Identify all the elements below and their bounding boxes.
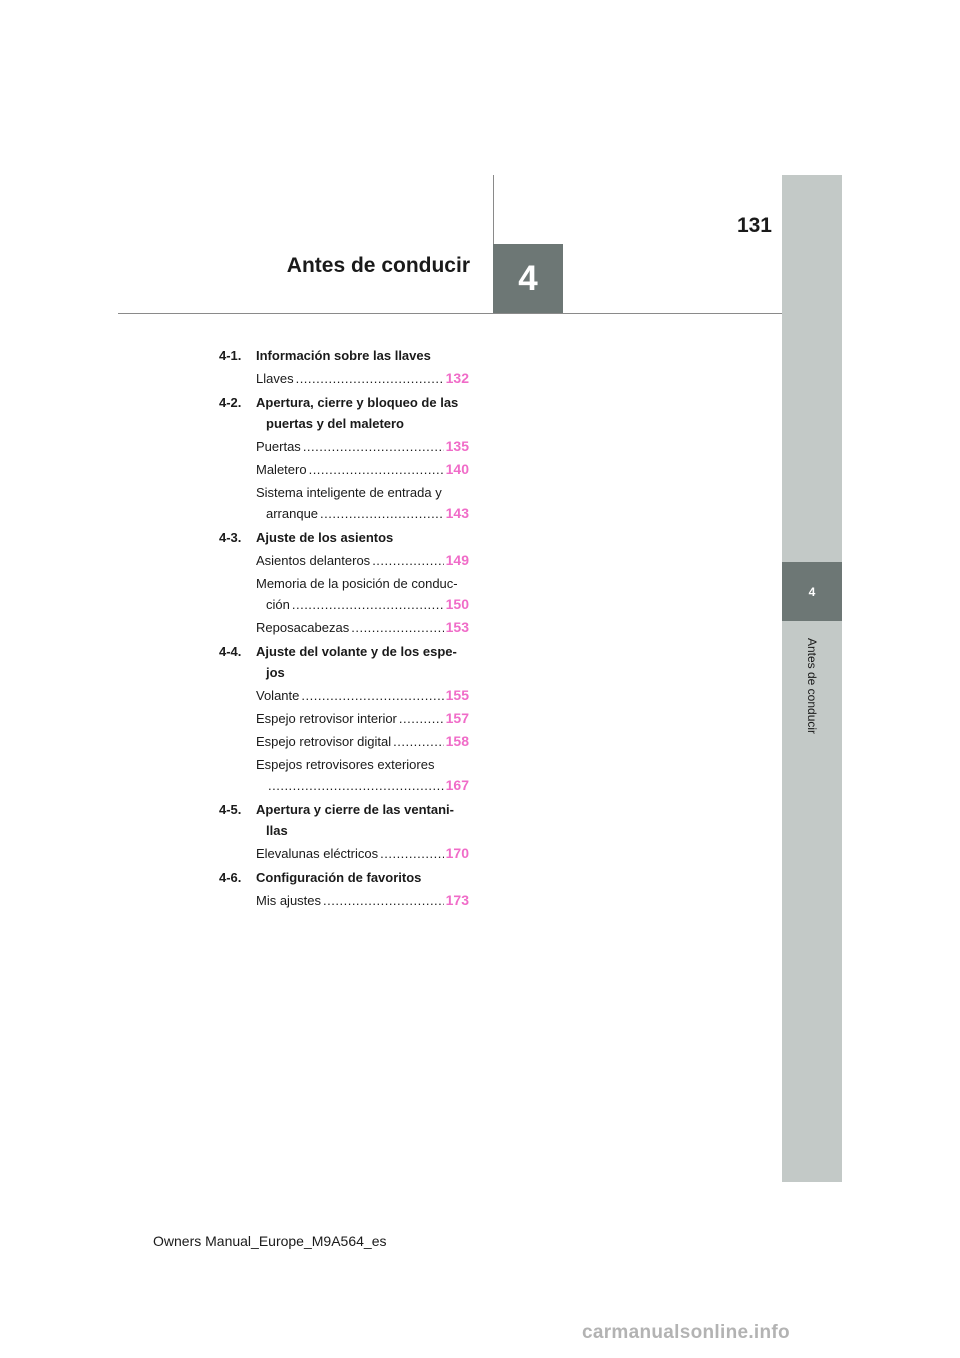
page-number: 131 [736, 214, 772, 237]
toc-entry-label: Puertas [256, 439, 301, 454]
side-tab-chapter-number[interactable]: 4 [782, 562, 842, 621]
toc-leader-dots [296, 368, 444, 389]
toc-leader-dots [399, 708, 444, 729]
toc-page-link[interactable]: 149 [445, 552, 469, 568]
toc-entry-row [256, 550, 469, 571]
toc-entry[interactable] [256, 482, 469, 524]
chapter-title: Antes de conducir [286, 254, 470, 277]
toc-page-link[interactable]: 170 [445, 845, 469, 861]
header-vertical-rule [493, 175, 494, 245]
toc-entry-row [256, 890, 469, 911]
toc-section-heading[interactable] [219, 799, 469, 841]
toc-section-title-line: Información sobre las llaves [256, 348, 431, 363]
toc-entry-label: Sistema inteligente de entrada y [256, 485, 442, 500]
toc-entry-row [256, 617, 469, 638]
toc-section-number: 4-4. [219, 644, 242, 659]
toc-page-link[interactable]: 140 [445, 461, 469, 477]
toc-entry[interactable] [256, 890, 469, 911]
toc-section-heading[interactable] [219, 527, 469, 548]
toc-leader-dots [320, 503, 444, 524]
toc-entry[interactable] [256, 685, 469, 706]
watermark: carmanualsonline.info [582, 1322, 790, 1343]
toc-leader-dots [351, 617, 443, 638]
chapter-number-box: 4 [493, 244, 563, 313]
toc-page-link[interactable]: 132 [445, 370, 469, 386]
toc-section-title-line: llas [266, 823, 288, 838]
header-horizontal-rule [118, 313, 782, 314]
toc-entry-row [256, 459, 469, 480]
toc-entry-label: Maletero [256, 462, 307, 477]
toc-entry-label: ción [266, 597, 290, 612]
toc-entry[interactable] [256, 754, 469, 796]
toc-entry-row [256, 775, 469, 796]
toc-section-heading[interactable] [219, 345, 469, 366]
toc-entry[interactable] [256, 550, 469, 571]
toc-entry-label: Asientos delanteros [256, 553, 371, 568]
toc-leader-dots [303, 436, 444, 457]
toc-section-heading[interactable] [219, 867, 469, 888]
toc-entry[interactable] [256, 708, 469, 729]
toc-section-title-line: jos [266, 665, 285, 680]
toc-entry-label: Volante [256, 688, 300, 703]
toc-entry-row [256, 368, 469, 389]
toc-section-title [256, 641, 469, 683]
toc-page-link[interactable]: 135 [445, 438, 469, 454]
side-tab-label: Antes de conducir [805, 637, 819, 735]
toc-page-link[interactable]: 157 [445, 710, 469, 726]
toc-section-title-line: puertas y del maletero [266, 416, 404, 431]
toc-leader-dots [268, 775, 444, 796]
toc-section-number: 4-6. [219, 870, 242, 885]
toc-page-link[interactable]: 155 [445, 687, 469, 703]
toc-page-link[interactable]: 150 [445, 596, 469, 612]
toc-entry-row [256, 685, 469, 706]
toc-section-title [256, 392, 469, 434]
footer-manual-id: Owners Manual_Europe_M9A564_es [153, 1233, 387, 1249]
toc-section-title-line: Apertura, cierre y bloqueo de las [256, 395, 459, 410]
toc-page-link[interactable]: 158 [445, 733, 469, 749]
toc-entry[interactable] [256, 731, 469, 752]
toc-entry-row [256, 436, 469, 457]
toc-entry-row [256, 731, 469, 752]
toc-leader-dots [323, 890, 444, 911]
toc-leader-dots [393, 731, 444, 752]
toc-section-title-line: Apertura y cierre de las ventani- [256, 802, 454, 817]
toc-section-title [256, 799, 469, 841]
toc-page-link[interactable]: 173 [445, 892, 469, 908]
toc-section-title [256, 867, 469, 888]
toc-entry-label: Mis ajustes [256, 893, 322, 908]
toc-leader-dots [372, 550, 443, 571]
toc-entry-row [256, 503, 469, 524]
toc-entry-label: Espejo retrovisor interior [256, 711, 397, 726]
toc-page-link[interactable]: 143 [445, 505, 469, 521]
toc-page-link[interactable]: 167 [445, 777, 469, 793]
toc-entry-label: Espejo retrovisor digital [256, 734, 392, 749]
toc-section-title-line: Ajuste de los asientos [256, 530, 394, 545]
toc-entry-label: arranque [266, 506, 319, 521]
toc-leader-dots [301, 685, 443, 706]
toc-page-link[interactable]: 153 [445, 619, 469, 635]
toc-entry-row [256, 594, 469, 615]
toc-section-number: 4-2. [219, 395, 242, 410]
toc-section-number: 4-5. [219, 802, 242, 817]
toc-entry[interactable] [256, 368, 469, 389]
toc-leader-dots [292, 594, 444, 615]
toc-entry-label: Espejos retrovisores exteriores [256, 757, 435, 772]
toc-section-heading[interactable] [219, 641, 469, 683]
toc-entry-label: Memoria de la posición de conduc- [256, 576, 458, 591]
table-of-contents [219, 345, 469, 911]
toc-section-title [256, 345, 469, 366]
toc-entry-row [256, 843, 469, 864]
toc-entry[interactable] [256, 459, 469, 480]
toc-entry-label: Elevalunas eléctricos [256, 846, 379, 861]
toc-leader-dots [309, 459, 444, 480]
toc-section-number: 4-3. [219, 530, 242, 545]
toc-entry[interactable] [256, 843, 469, 864]
toc-section-heading[interactable] [219, 392, 469, 434]
toc-section-title-line: Configuración de favoritos [256, 870, 422, 885]
toc-entry[interactable] [256, 617, 469, 638]
toc-entry-label: Llaves [256, 371, 294, 386]
toc-entry-label: Reposacabezas [256, 620, 350, 635]
toc-section-number: 4-1. [219, 348, 242, 363]
toc-entry[interactable] [256, 573, 469, 615]
toc-entry-row [256, 708, 469, 729]
toc-section-title [256, 527, 469, 548]
toc-entry[interactable] [256, 436, 469, 457]
toc-leader-dots [380, 843, 444, 864]
toc-section-title-line: Ajuste del volante y de los espe- [256, 644, 457, 659]
